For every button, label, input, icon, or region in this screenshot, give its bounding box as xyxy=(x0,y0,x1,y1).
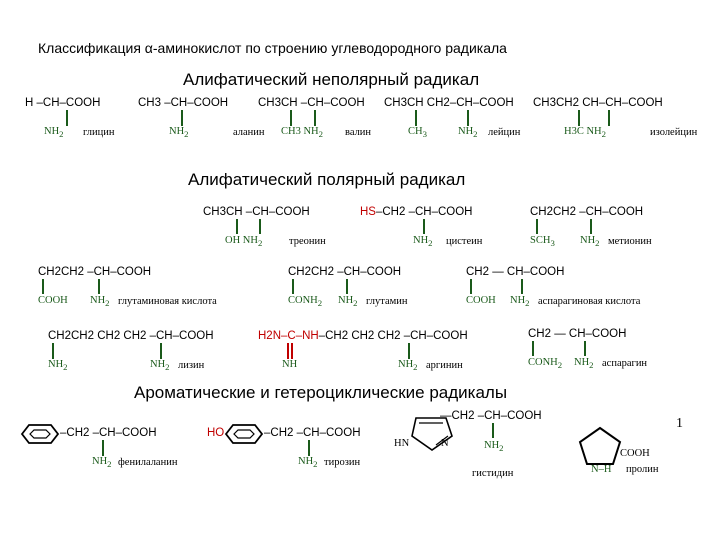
leucine-bond-1 xyxy=(415,110,417,126)
glutamic-acid-amino: $NH_2$ xyxy=(90,295,110,309)
glycine-formula: H –CH–COOH xyxy=(25,97,101,109)
glutamine-name: глутамин xyxy=(366,296,408,307)
histidine-formula: —CH2 –CH–COOH xyxy=(440,410,542,422)
arginine-amino: $NH_2$ xyxy=(398,359,418,373)
glutamic-acid-name: глутаминовая кислота xyxy=(118,296,217,307)
glycine-bond xyxy=(66,110,68,126)
asparagine-bond-2 xyxy=(584,341,586,356)
leucine-formula: CH3CH CH2–CH–COOH xyxy=(384,97,514,109)
aspartic-acid-formula: CH2 — CH–COOH xyxy=(466,266,565,278)
aspartic-acid-cooh: COOH xyxy=(466,295,496,306)
leucine-name: лейцин xyxy=(488,127,521,138)
isoleucine-bond-2 xyxy=(608,110,610,126)
proline-cooh: COOH xyxy=(620,448,650,459)
asparagine-name: аспарагин xyxy=(602,358,648,369)
methionine-amino: $NH_2$ xyxy=(580,235,600,249)
lysine-amino: $NH_2$ xyxy=(150,359,170,373)
phenol-ring-icon xyxy=(226,425,262,443)
asparagine-conh2: $CONH_2$ xyxy=(528,357,563,371)
lysine-formula: CH2CH2 CH2 CH2 –CH–COOH xyxy=(48,330,214,342)
threonine-formula: CH3CH –CH–COOH xyxy=(203,206,310,218)
glycine-name: глицин xyxy=(83,127,115,138)
cysteine-formula: HS–CH2 –CH–COOH xyxy=(360,206,473,218)
tyrosine-name: тирозин xyxy=(324,457,361,468)
glutamic-acid-bond-1 xyxy=(42,279,44,294)
tyrosine-bond xyxy=(308,440,310,456)
tyrosine-chain: –CH2 –CH–COOH xyxy=(264,427,361,439)
methionine-bond-2 xyxy=(590,219,592,234)
section-aliphatic-nonpolar: Алифатический неполярный радикал xyxy=(183,70,480,89)
aspartic-acid-amino: $NH_2$ xyxy=(510,295,530,309)
methionine-formula: CH2CH2 –CH–COOH xyxy=(530,206,644,218)
valine-name: валин xyxy=(345,127,372,138)
arginine-imino: NH xyxy=(282,359,298,370)
threonine-bond-2 xyxy=(259,219,261,234)
glutamine-conh2: $CONH_2$ xyxy=(288,295,323,309)
page-number: 1 xyxy=(676,416,683,431)
leucine-bond-2 xyxy=(467,110,469,126)
valine-formula: CH3CH –CH–COOH xyxy=(258,97,365,109)
lysine-bond-1 xyxy=(52,343,54,359)
methionine-bond-1 xyxy=(536,219,538,234)
page-title: Классификация α-аминокислот по строению углеводородного радикала xyxy=(38,40,507,56)
isoleucine-name: изолейцин xyxy=(650,127,698,138)
methionine-name: метионин xyxy=(608,236,652,247)
histidine-bond xyxy=(492,423,494,438)
isoleucine-sub: H3C $NH_2$ xyxy=(564,126,607,140)
threonine-name: треонин xyxy=(289,236,326,247)
aspartic-acid-bond-2 xyxy=(521,279,523,294)
aspartic-acid-name: аспарагиновая кислота xyxy=(538,296,641,307)
valine-bond-1 xyxy=(290,110,292,126)
tyrosine-amino: $NH_2$ xyxy=(298,456,318,470)
glutamic-acid-cooh: COOH xyxy=(38,295,68,306)
alanine-bond xyxy=(181,110,183,126)
asparagine-formula: CH2 — CH–COOH xyxy=(528,328,627,340)
phenylalanine-name: фенилаланин xyxy=(118,457,178,468)
alanine-name: аланин xyxy=(233,127,265,138)
phenylalanine-formula: –CH2 –CH–COOH xyxy=(60,427,157,439)
glutamine-amino: $NH_2$ xyxy=(338,295,358,309)
alanine-formula: CH3 –CH–COOH xyxy=(138,97,229,109)
aspartic-acid-bond-1 xyxy=(470,279,472,294)
histidine-name: гистидин xyxy=(472,468,514,479)
glutamine-bond-2 xyxy=(346,279,348,294)
valine-bond-2 xyxy=(314,110,316,126)
lysine-bond-2 xyxy=(160,343,162,359)
asparagine-bond-1 xyxy=(532,341,534,356)
histidine-ring-hn: HN xyxy=(394,438,410,449)
pyrrolidine-ring-icon xyxy=(578,426,622,466)
leucine-methyl: $CH_3$ xyxy=(408,126,427,140)
threonine-sub: OH $NH_2$ xyxy=(225,235,263,249)
histidine-amino: $NH_2$ xyxy=(484,440,504,454)
arginine-formula: H2N–C–NH–CH2 CH2 CH2 –CH–COOH xyxy=(258,330,468,342)
section-aromatic: Ароматические и гетероциклические радикалы xyxy=(134,383,508,402)
cysteine-bond xyxy=(423,219,425,234)
glutamine-bond-1 xyxy=(292,279,294,294)
lysine-name: лизин xyxy=(178,360,205,371)
threonine-bond-1 xyxy=(236,219,238,234)
alanine-amino: $NH_2$ xyxy=(169,126,189,140)
phenylalanine-amino: $NH_2$ xyxy=(92,456,112,470)
leucine-amino: $NH_2$ xyxy=(458,126,478,140)
arginine-bond xyxy=(408,343,410,359)
isoleucine-formula: CH3CH2 CH–CH–COOH xyxy=(533,97,663,109)
section-aliphatic-polar: Алифатический полярный радикал xyxy=(188,170,466,189)
glutamic-acid-bond-2 xyxy=(98,279,100,294)
asparagine-amino: $NH_2$ xyxy=(574,357,594,371)
tyrosine-formula: HO xyxy=(207,427,225,439)
phenylalanine-bond xyxy=(102,440,104,456)
arginine-name: аргинин xyxy=(426,360,463,371)
arginine-double-bond-2 xyxy=(291,343,293,359)
benzene-ring-icon xyxy=(22,425,58,443)
cysteine-amino: $NH_2$ xyxy=(413,235,433,249)
cysteine-name: цистеин xyxy=(446,236,483,247)
valine-sub: CH3 $NH_2$ xyxy=(281,126,324,140)
proline-nh: N–H xyxy=(591,464,612,475)
arginine-double-bond-1 xyxy=(287,343,289,359)
lysine-epsilon-amino: $NH_2$ xyxy=(48,359,68,373)
isoleucine-bond-1 xyxy=(578,110,580,126)
glycine-amino: $NH_2$ xyxy=(44,126,64,140)
glutamine-formula: CH2CH2 –CH–COOH xyxy=(288,266,402,278)
proline-name: пролин xyxy=(626,464,659,475)
histidine-ring-n: N xyxy=(441,438,449,449)
methionine-sch3: $SCH_3$ xyxy=(530,235,555,249)
glutamic-acid-formula: CH2CH2 –CH–COOH xyxy=(38,266,152,278)
